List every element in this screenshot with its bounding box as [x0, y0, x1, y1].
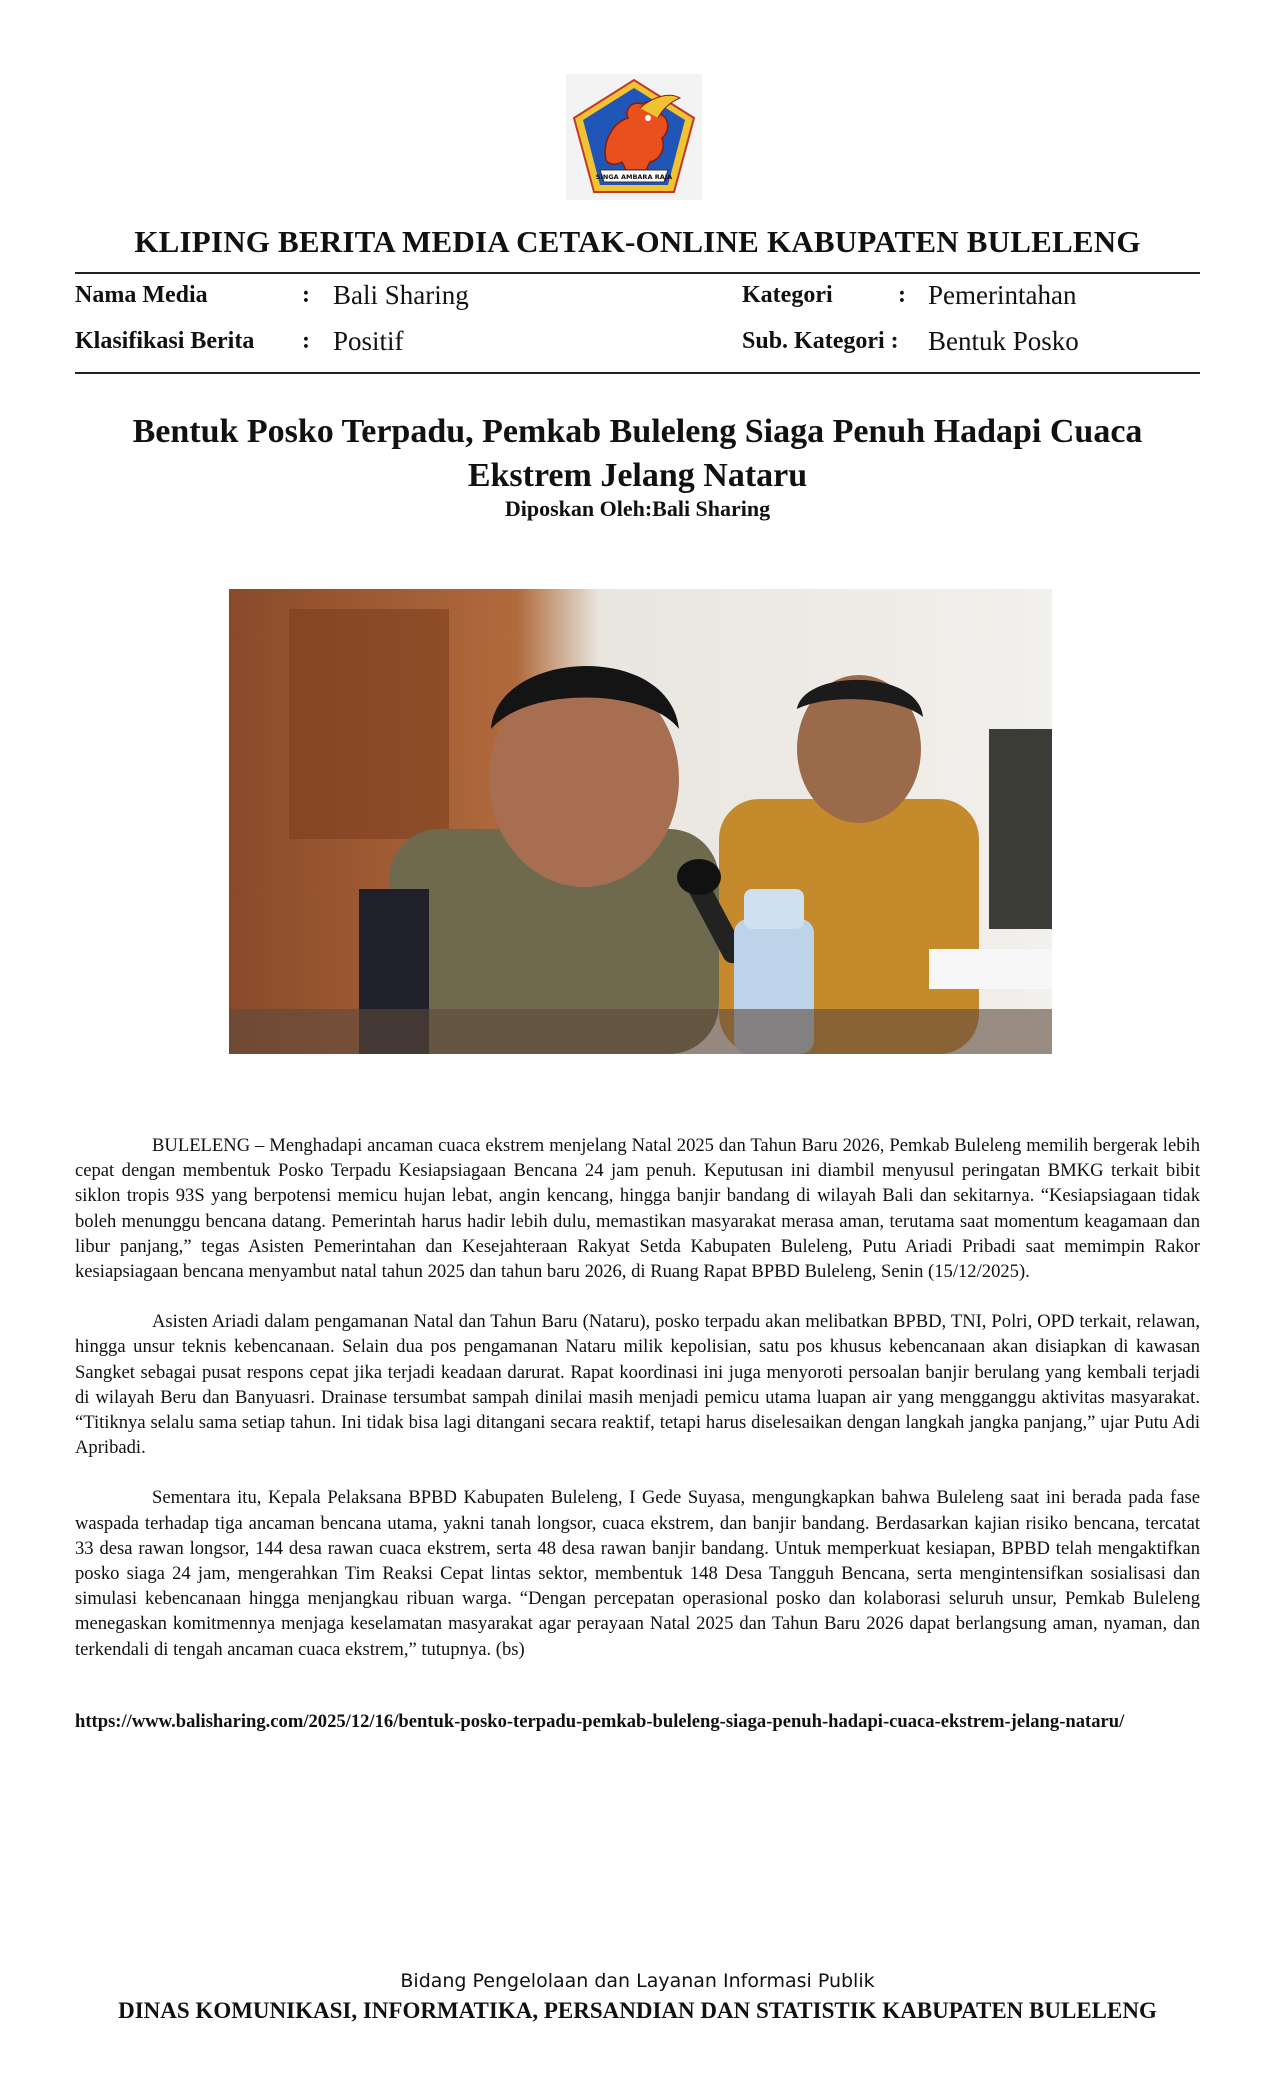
media-colon: :	[302, 282, 310, 308]
meta-klasifikasi-row	[0, 326, 1275, 366]
article-title: Bentuk Posko Terpadu, Pemkab Buleleng Siaga Penuh Hadapi Cuaca Ekstrem Jelang Nataru	[132, 413, 1143, 494]
footer-agency: DINAS KOMUNIKASI, INFORMATIKA, PERSANDIAN DAN STATISTIK KABUPATEN BULELENG	[118, 1998, 1157, 2023]
document-header-title: KLIPING BERITA MEDIA CETAK-ONLINE KABUPATEN BULELENG	[134, 224, 1141, 259]
article-paragraph: BULELENG – Menghadapi ancaman cuaca ekstrem menjelang Natal 2025 dan Tahun Baru 2026, Pemkab Buleleng memilih bergerak lebih cepat dengan membentuk Posko Terpadu Kesiapsiagaan Bencana 24 jam penuh. Keputusan ini diambil menyusul peringatan BMKG terkait bibit siklon tropis 93S yang berpotensi memicu hujan lebat, angin kencang, hingga banjir bandang di wilayah Bali dan sekitarnya. “Kesiapsiagaan tidak boleh menunggu bencana datang. Pemerintah harus hadir lebih dulu, memastikan masyarakat merasa aman, terutama saat momentum keagamaan dan libur panjang,” tegas Asisten Pemerintahan dan Kesejahteraan Rakyat Setda Kabupaten Buleleng, Putu Ariadi Pribadi saat memimpin Rakor kesiapsiagaan bencana menyambut natal tahun 2025 dan tahun baru 2026, di Ruang Rapat BPBD Buleleng, Senin (15/12/2025).	[75, 1135, 1200, 1283]
article-photo	[229, 589, 1052, 1054]
subkategori-label: Sub. Kategori :	[742, 328, 899, 354]
footer-division: Bidang Pengelolaan dan Layanan Informasi Publik	[400, 1970, 875, 1992]
media-label: Nama Media	[75, 282, 208, 308]
klasifikasi-value: Positif	[333, 326, 404, 356]
meta-media-row	[0, 280, 1275, 320]
header-top-divider	[75, 272, 1200, 274]
klasifikasi-colon: :	[302, 328, 310, 354]
article-body	[75, 1133, 1200, 1687]
meeting-photo-image	[229, 589, 1052, 1054]
article-paragraph: Sementara itu, Kepala Pelaksana BPBD Kabupaten Buleleng, I Gede Suyasa, mengungkapkan bahwa Buleleng saat ini berada pada fase waspada terhadap tiga ancaman bencana utama, yakni tanah longsor, cuaca ekstrem, dan banjir bandang. Berdasarkan kajian risiko bencana, tercatat 33 desa rawan longsor, 144 desa rawan cuaca ekstrem, serta 48 desa rawan banjir bandang. Untuk memperkuat kesiapan, BPBD telah mengaktifkan posko siaga 24 jam, mengerahkan Tim Reaksi Cepat lintas sektor, membentuk 148 Desa Tangguh Bencana, serta mengintensifkan sosialisasi dan simulasi kebencanaan hingga menjangkau ribuan warga. “Dengan percepatan operasional posko dan kolaborasi seluruh unsur, Pemkab Buleleng menegaskan komitmennya menjaga keselamatan masyarakat agar perayaan Natal 2025 dan Tahun Baru 2026 dapat berlangsung aman, nyaman, dan terkendali di tengah ancaman cuaca ekstrem,” tutupnya. (bs)	[75, 1487, 1200, 1660]
klasifikasi-label: Klasifikasi Berita	[75, 328, 255, 354]
kategori-value: Pemerintahan	[928, 280, 1077, 310]
media-value: Bali Sharing	[333, 280, 469, 310]
buleleng-regency-logo	[566, 74, 702, 200]
article-byline: Diposkan Oleh:Bali Sharing	[504, 496, 771, 521]
source-url-link[interactable]: https://www.balisharing.com/2025/12/16/bentuk-posko-terpadu-pemkab-buleleng-siaga-penuh-hadapi-cuaca-ekstrem-jelang-nataru/	[75, 1711, 1125, 1732]
logo-emblem-icon	[566, 74, 702, 200]
article-paragraph: Asisten Ariadi dalam pengamanan Natal dan Tahun Baru (Nataru), posko terpadu akan melibatkan BPBD, TNI, Polri, OPD terkait, relawan, hingga unsur teknis kebencanaan. Selain dua pos pengamanan Nataru milik kepolisian, satu pos khusus kebencanaan akan disiapkan di kawasan Sangket sebagai pusat respons cepat jika terjadi keadaan darurat. Rapat koordinasi ini juga menyoroti persoalan banjir berulang yang kembali terjadi di wilayah Beru dan Banyuasri. Drainase tersumbat sampah dinilai masih menjadi pemicu utama luapan air yang mengganggu aktivitas masyarakat. “Titiknya selalu sama setiap tahun. Ini tidak bisa lagi ditangani secara reaktif, tetapi harus diselesaikan dengan langkah jangka panjang,” ujar Putu Adi Apribadi.	[75, 1311, 1200, 1459]
subkategori-value: Bentuk Posko	[928, 326, 1079, 356]
kategori-colon: :	[898, 282, 906, 308]
header-bottom-divider	[75, 372, 1200, 374]
kategori-label: Kategori	[742, 282, 833, 308]
logo-motto: SINGA AMBARA RAJA	[595, 173, 673, 181]
